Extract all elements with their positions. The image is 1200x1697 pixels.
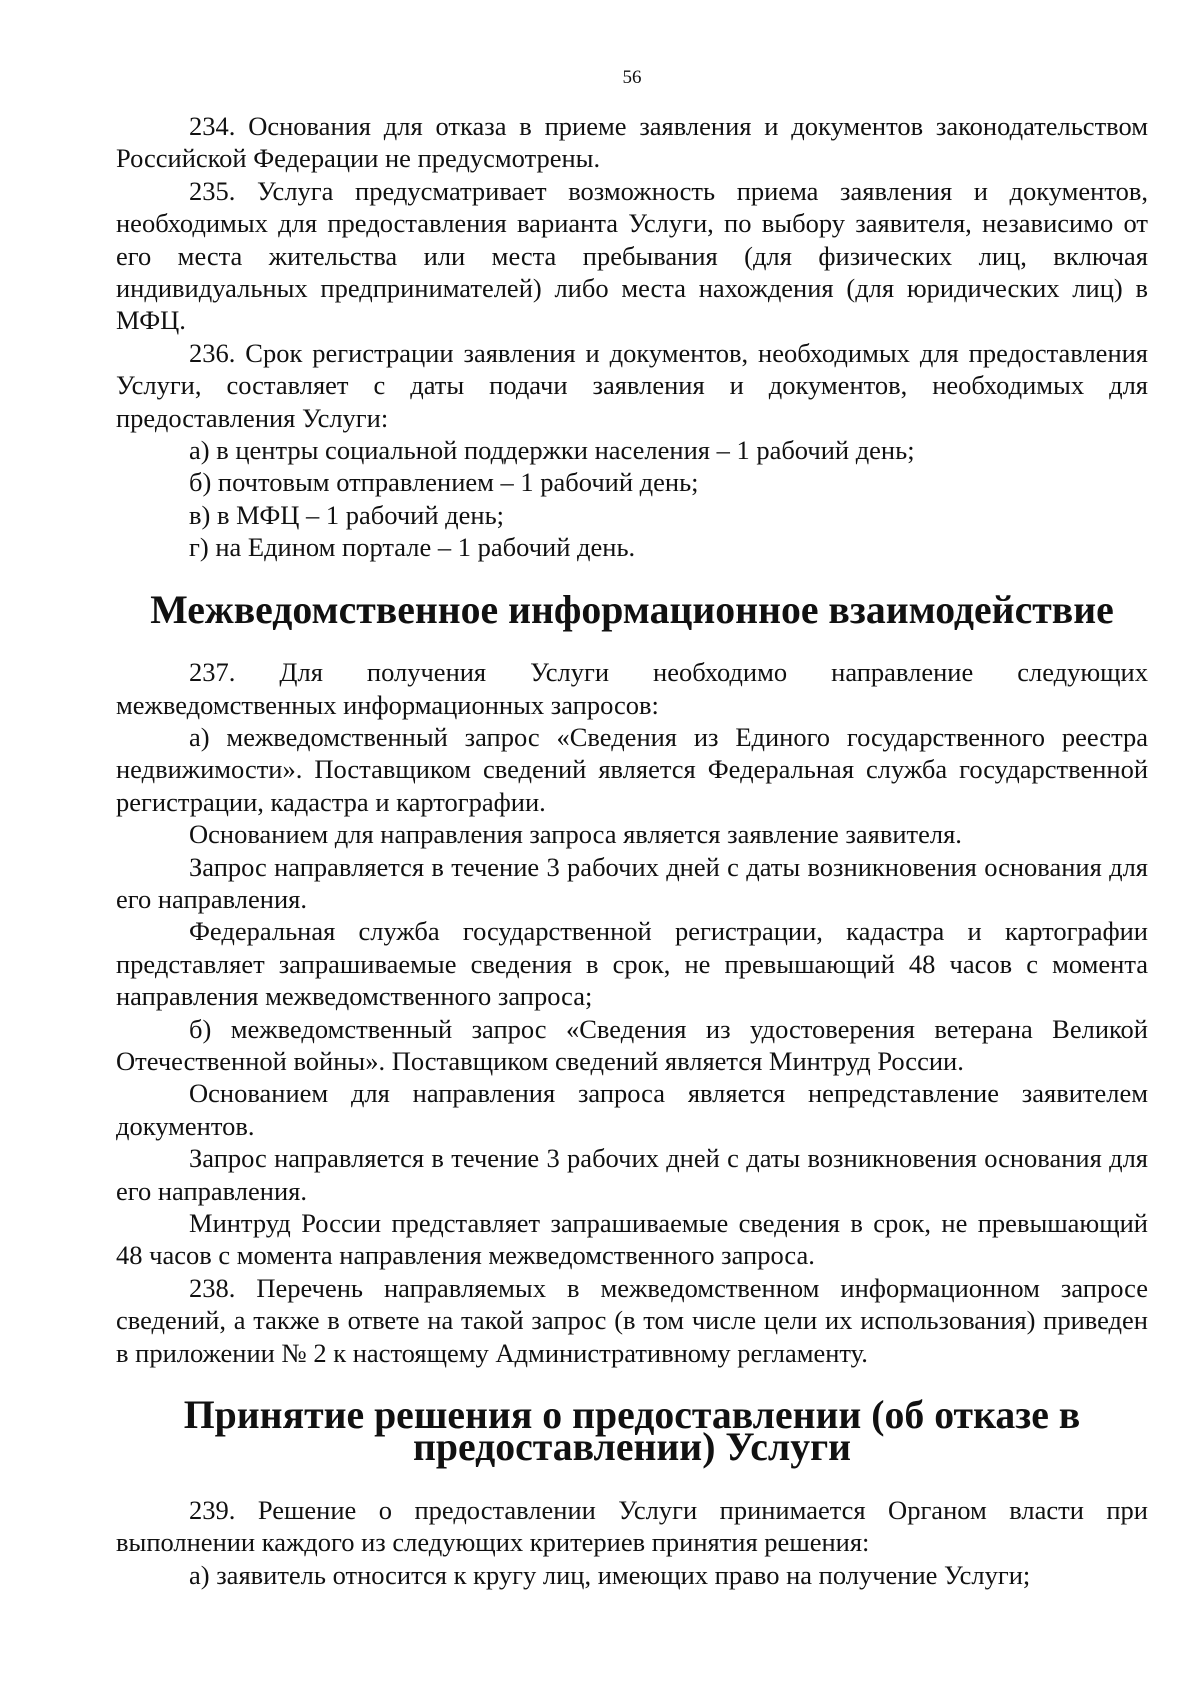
paragraph-236: 236. Срок регистрации заявления и документов, необходимых для предоставления Услуги, составляет с даты подачи заявления и документов, необходимых для предоставления Услуги: xyxy=(116,337,1148,433)
paragraph-237-basis-a: Основанием для направления запроса является заявление заявителя. xyxy=(189,819,962,850)
paragraph-239: 239. Решение о предоставлении Услуги принимается Органом власти при выполнении каждого из следующих критериев принятия решения: xyxy=(116,1494,1148,1558)
section-heading-interagency: Межведомственное информационное взаимодействие xyxy=(150,587,1114,632)
paragraph-237-provider-a: Федеральная служба государственной регистрации, кадастра и картографии представляет запрашиваемые сведения в срок, не превышающий 48 часов с момента направления межведомственного запроса; xyxy=(116,916,1148,1012)
page-number: 56 xyxy=(622,67,642,88)
list-item-239-a: а) заявитель относится к кругу лиц, имеющих право на получение Услуги; xyxy=(189,1559,1031,1590)
paragraph-238: 238. Перечень направляемых в межведомственном информационном запросе сведений, а также в ответе на такой запрос (в том числе цели их использования) приведен в приложении № 2 к настоящему Административному регламенту. xyxy=(116,1272,1148,1368)
paragraph-235: 235. Услуга предусматривает возможность приема заявления и документов, необходимых для предоставления варианта Услуги, по выбору заявителя, независимо от его места жительства или места пребывания (для физических лиц, включая индивидуальных предпринимателей) либо места нахождения (для юридических лиц) в МФЦ. xyxy=(116,175,1148,336)
section-heading-decision: Принятие решения о предоставлении (об отказе в предоставлении) Услуги xyxy=(183,1393,1081,1470)
paragraph-237: 237. Для получения Услуги необходимо направление следующих межведомственных информационных запросов: xyxy=(116,657,1148,720)
paragraph-237-term-a: Запрос направляется в течение 3 рабочих дней с даты возникновения основания для его направления. xyxy=(116,851,1148,914)
list-item-237-b: б) межведомственный запрос «Сведения из удостоверения ветерана Великой Отечественной войны». Поставщиком сведений является Минтруд России. xyxy=(116,1013,1148,1076)
paragraph-237-provider-b: Минтруд России представляет запрашиваемые сведения в срок, не превышающий 48 часов с момента направления межведомственного запроса. xyxy=(116,1208,1148,1271)
list-item-237-a: а) межведомственный запрос «Сведения из Единого государственного реестра недвижимости». Поставщиком сведений является Федеральная служба государственной регистрации, кадастра и картографии. xyxy=(116,721,1148,817)
paragraph-237-term-b: Запрос направляется в течение 3 рабочих дней с даты возникновения основания для его направления. xyxy=(116,1143,1148,1206)
paragraph-237-basis-b: Основанием для направления запроса является непредставление заявителем документов. xyxy=(116,1078,1148,1141)
paragraph-234: 234. Основания для отказа в приеме заявления и документов законодательством Российской Федерации не предусмотрены. xyxy=(116,111,1148,174)
list-item-236-b: б) почтовым отправлением – 1 рабочий день; xyxy=(189,467,699,498)
list-item-236-v: в) в МФЦ – 1 рабочий день; xyxy=(189,499,505,530)
list-item-236-a: а) в центры социальной поддержки населения – 1 рабочий день; xyxy=(189,435,915,466)
list-item-236-g: г) на Едином портале – 1 рабочий день. xyxy=(189,532,636,563)
